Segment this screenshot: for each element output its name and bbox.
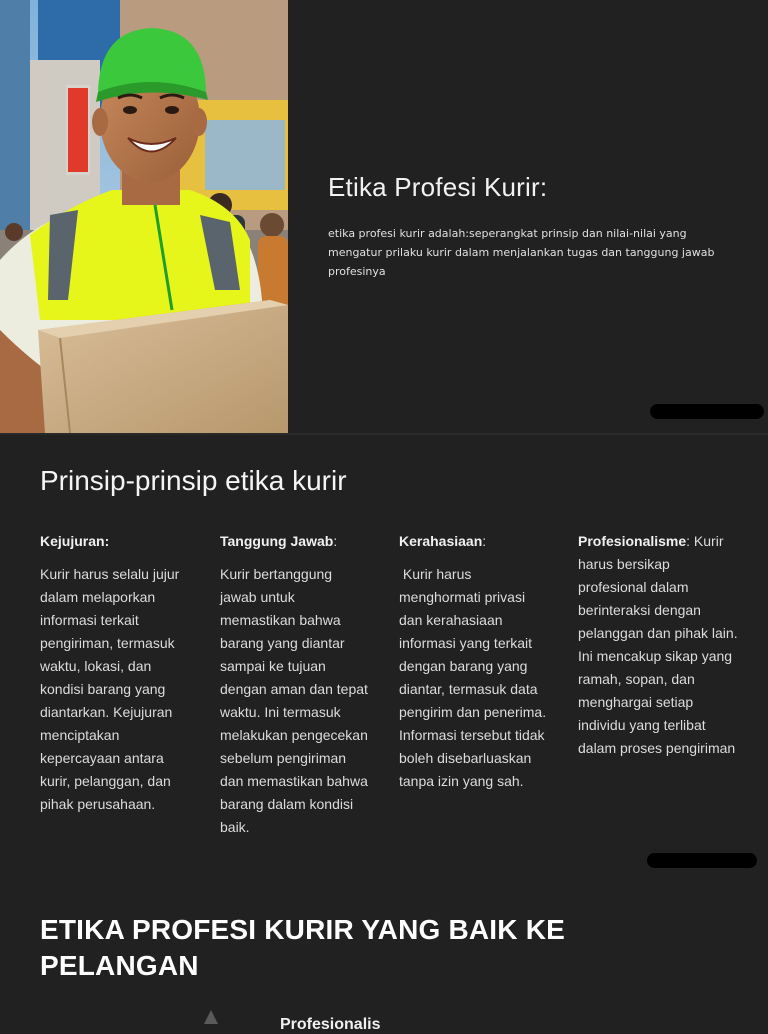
slide-divider — [0, 433, 768, 435]
principle-body: Kurir harus menghormati privasi dan kerahasiaan informasi yang terkait dengan barang yang diantar, termasuk data pengirim dan penerima. Informasi tersebut tidak boleh disebarluaskan tanpa izin yang sah. — [399, 566, 550, 789]
slide3-peek-text: Profesionalis — [280, 1016, 381, 1033]
slide1-description: etika profesi kurir adalah:seperangkat prinsip dan nilai-nilai yang mengatur prilaku kurir dalam menjalankan tugas dan tanggung jawab profesinya — [328, 227, 715, 278]
principle-heading-bold: Kejujuran: — [40, 533, 110, 549]
principle-body: Kurir bertanggung jawab untuk memastikan bahwa barang yang diantar sampai ke tujuan dengan aman dan tepat waktu. Ini termasuk melakukan pengecekan sebelum pengiriman dan memastikan bahwa barang dalam kondisi baik. — [220, 566, 368, 835]
courier-photo — [0, 0, 288, 433]
principle-column-kejujuran — [40, 530, 188, 816]
redaction-bar — [650, 404, 764, 419]
principle-column-profesionalisme — [578, 530, 738, 760]
principle-column-tanggung-jawab — [220, 530, 368, 839]
principle-heading-bold: Kerahasiaan — [399, 533, 483, 549]
principle-heading — [578, 530, 738, 760]
slide3-title: ETIKA PROFESI KURIR YANG BAIK KE PELANGAN — [40, 914, 565, 981]
slide1-title: Etika Profesi Kurir: — [328, 172, 548, 202]
principle-column-kerahasiaan — [399, 530, 550, 793]
slide2-title: Prinsip-prinsip etika kurir — [40, 465, 347, 496]
principle-heading — [40, 530, 188, 553]
principle-heading-bold: Tanggung Jawab — [220, 533, 334, 549]
principle-heading-bold: Profesionalisme — [578, 533, 687, 549]
triangle-shape — [204, 1010, 218, 1024]
principle-heading — [220, 530, 368, 553]
principle-heading-suffix: : — [333, 533, 338, 549]
principle-heading-suffix: : — [482, 533, 487, 549]
principle-body: Kurir harus selalu jujur dalam melaporkan informasi terkait pengiriman, termasuk waktu, lokasi, dan kondisi barang yang diantarkan. Kejujuran menciptakan kepercayaan antara kurir, pelanggan, dan pihak perusahaan. — [40, 566, 180, 812]
principle-heading — [399, 530, 547, 553]
principle-heading-suffix: : Kurir harus bersikap profesional dalam berinteraksi dengan pelanggan dan pihak lain. Ini mencakup sikap yang ramah, sopan, dan menghargai setiap individu yang terlibat dalam proses pengiriman — [578, 533, 738, 756]
redaction-bar — [647, 853, 757, 868]
